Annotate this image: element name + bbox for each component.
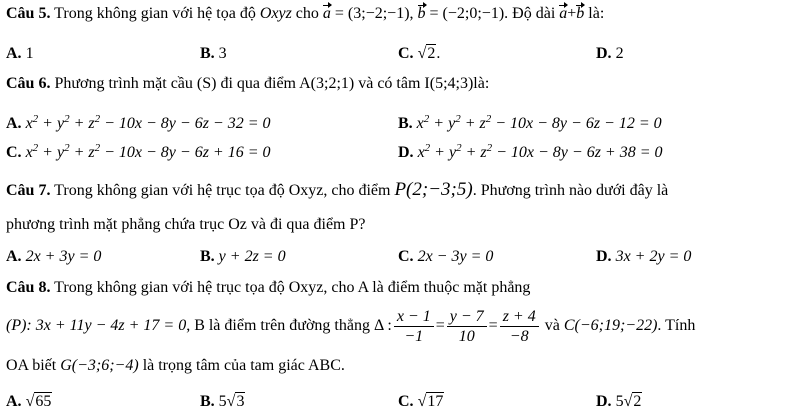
q6-option-b[interactable]: B. $x^2 + y^2 + z^2 - 10x - 8y - 6z - 12 = 0$	[398, 113, 662, 132]
q5-stem: Câu 5. Trong không gian với hệ tọa độ Oxyz cho a = (3;−2;−1), b = (−2;0;−1). Độ dài a+b là:	[6, 5, 605, 22]
q8-option-b[interactable]: B. 5√3	[200, 393, 245, 410]
q5-option-a[interactable]: A. 1	[6, 45, 34, 62]
vector-a: a	[322, 5, 331, 22]
q6-label: Câu 6.	[6, 75, 51, 92]
q8-point-c: C(−6;19;−22)	[563, 317, 658, 334]
q8-stem-line2: (P): 3x + 11y − 4z + 17 = 0, B là điểm trên đường thẳng Δ : $\frac{x - 1}{-1}$ = $\frac{y - 7}{10}$ = $\frac{z + 4}{-8}$ và C(−6;19;−22). Tính	[6, 307, 696, 345]
vector-b-sum: b	[576, 5, 585, 22]
q7-stem-line2: phương trình mặt phẳng chứa trục Oz và đi qua điểm P?	[6, 216, 366, 233]
q8-option-c[interactable]: C. √17	[398, 393, 444, 410]
q5-option-d[interactable]: D. 2	[596, 45, 624, 62]
q5-sum-plus: +	[567, 5, 577, 22]
q7-stem-line1: Câu 7. Trong không gian với hệ trục tọa độ Oxyz, cho điểm P(2;−3;5). Phương trình nào dưới đây là	[6, 179, 669, 200]
vector-a-sum: a	[559, 5, 568, 22]
q6-option-a[interactable]: A. $x^2 + y^2 + z^2 - 10x - 8y - 6z - 32 = 0$	[6, 113, 271, 132]
q7-option-c[interactable]: C. 2x − 3y = 0	[398, 248, 494, 265]
q5-text3: . Độ dài	[504, 5, 556, 22]
q8-stem-line3: OA biết G(−3;6;−4) là trọng tâm của tam giác ABC.	[6, 357, 345, 374]
q7-option-b[interactable]: B. y + 2z = 0	[200, 248, 286, 265]
q5-text4: là:	[588, 5, 605, 22]
q7-label: Câu 7.	[6, 182, 51, 199]
sqrt-symbol: √17	[417, 393, 444, 410]
q5-option-c[interactable]: C. √2.	[398, 45, 441, 62]
fraction-z: $\frac{z + 4}{-8}$	[500, 307, 539, 346]
vector-a-value: = (3;−2;−1)	[334, 5, 410, 22]
q5-label: Câu 5.	[6, 5, 51, 22]
sqrt-symbol: √65	[25, 393, 52, 410]
q8-plane: (P): 3x + 11y − 4z + 17 = 0	[6, 317, 187, 334]
fraction-y: $\frac{y - 7}{10}$	[447, 307, 487, 346]
sqrt-symbol: √2	[623, 393, 642, 410]
q6-option-c[interactable]: C. $x^2 + y^2 + z^2 - 10x - 8y - 6z + 16 = 0$	[6, 142, 271, 161]
q8-label: Câu 8.	[6, 279, 51, 296]
q5-option-b[interactable]: B. 3	[200, 45, 227, 62]
sqrt-symbol: √2	[417, 45, 436, 62]
q8-centroid: G(−3;6;−4)	[60, 357, 139, 374]
q5-text1: Trong không gian với hệ tọa độ	[54, 5, 256, 22]
q5-sys: Oxyz	[259, 5, 292, 22]
q6-text: Phương trình mặt cầu (S) đi qua điểm A(3;2;1) và có tâm I(5;4;3)là:	[54, 75, 490, 92]
q8-option-a[interactable]: A. √65	[6, 393, 52, 410]
q6-option-d[interactable]: D. $x^2 + y^2 + z^2 - 10x - 8y - 6z + 38 = 0$	[398, 142, 663, 161]
q8-delta: Δ :	[373, 317, 392, 334]
q8-option-d[interactable]: D. 5√2	[596, 393, 642, 410]
q8-stem-line1: Câu 8. Trong không gian với hệ trục tọa độ Oxyz, cho A là điểm thuộc mặt phẳng	[6, 279, 531, 296]
vector-b-value: = (−2;0;−1)	[429, 5, 505, 22]
q7-point: P(2;−3;5)	[394, 179, 473, 200]
fraction-x: $\frac{x - 1}{-1}$	[394, 307, 434, 346]
vector-b: b	[417, 5, 426, 22]
q5-text2: cho	[295, 5, 319, 22]
q7-option-d[interactable]: D. 3x + 2y = 0	[596, 248, 692, 265]
q6-stem	[6, 74, 489, 94]
sqrt-symbol: √3	[226, 393, 245, 410]
q7-option-a[interactable]: A. 2x + 3y = 0	[6, 248, 102, 265]
